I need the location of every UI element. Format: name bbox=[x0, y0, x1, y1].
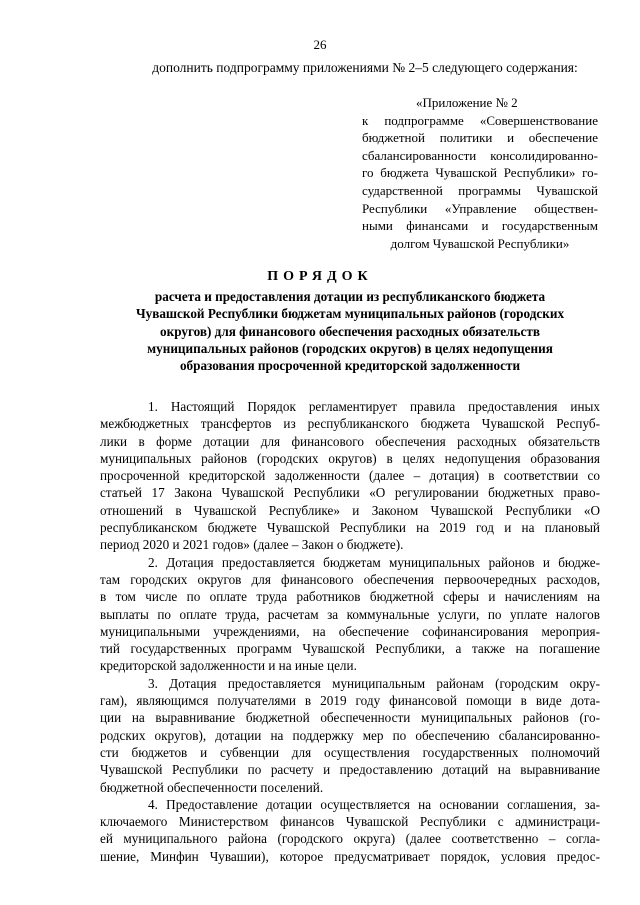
paragraph-line: 2. Дотация предоставляется бюджетам муниципальных районов и бюдже- bbox=[148, 554, 600, 570]
annex-line: сударственной программы Чувашской bbox=[362, 182, 598, 198]
intro-text: дополнить подпрограмму приложениями № 2–5 следующего содержания: bbox=[152, 60, 578, 75]
paragraph-line: муниципальными учреждениями, на обеспечение софинансирования мероприя- bbox=[100, 623, 600, 639]
paragraph-line: 4. Предоставление дотации осуществляется на основании соглашения, за- bbox=[148, 796, 600, 812]
page-number: 26 bbox=[313, 37, 327, 52]
paragraph-line: отношений в Чувашской Республике» и Законом Чувашской Республики «О bbox=[100, 502, 600, 518]
paragraph-line: гам), являющимся получателями в 2019 году финансовой помощи в виде дота- bbox=[100, 693, 600, 709]
annex-line: долгом Чувашской Республики» bbox=[390, 235, 570, 251]
paragraph-line: лики в форме дотации для финансового обеспечения расходных обязательств bbox=[100, 433, 600, 449]
document-body bbox=[100, 398, 600, 865]
paragraph-line: период 2020 и 2021 годов» (далее – Закон о бюджете). bbox=[100, 537, 404, 553]
paragraph-line: ключаемого Министерством финансов Чувашской Республики с администраци- bbox=[100, 814, 600, 830]
subtitle-line: Чувашской Республики бюджетам муниципальных районов (городских bbox=[135, 306, 565, 322]
subtitle-line: округов) для финансового обеспечения расходных обязательств bbox=[160, 323, 540, 339]
paragraph-line: просроченной кредиторской задолженности (далее – дотация) в соответствии со bbox=[100, 468, 600, 484]
paragraph-line: бюджетной обеспеченности поселений. bbox=[100, 779, 324, 795]
paragraph-line: выплаты по оплате труда, расчетам за коммунальные услуги, по уплате налогов bbox=[100, 606, 600, 622]
paragraph-line: там городских округов для финансового обеспечения первоочередных расходов, bbox=[100, 571, 600, 587]
paragraph-line: родских округов), дотации на поддержку мер по обеспечению сбалансированно- bbox=[100, 727, 600, 743]
annex-line: сбалансированности консолидированно- bbox=[362, 147, 598, 163]
annex-line: бюджетной политики и обеспечение bbox=[362, 130, 598, 146]
paragraph-3 bbox=[100, 675, 600, 796]
paragraph-line: статьей 17 Закона Чувашской Республики «О регулировании бюджетных право- bbox=[100, 485, 600, 501]
document-subtitle bbox=[100, 288, 600, 374]
subtitle-line: образования просроченной кредиторской задолженности bbox=[179, 358, 521, 374]
document-title: ПОРЯДОК bbox=[267, 269, 373, 284]
paragraph-line: кредиторской задолженности и на иные цели. bbox=[100, 658, 357, 674]
paragraph-line: шение, Минфин Чувашии), которое предусматривает порядок, условия предос- bbox=[100, 848, 600, 864]
annex-line: ными финансами и государственным bbox=[362, 218, 598, 234]
annex-line: к подпрограмме «Совершенствование bbox=[362, 112, 598, 128]
annex-line: «Приложение № 2 bbox=[416, 95, 518, 110]
subtitle-line: муниципальных районов (городских округов) в целях недопущения bbox=[147, 340, 553, 356]
paragraph-4 bbox=[100, 796, 600, 865]
paragraph-line: тий государственных программ Чувашской Республики, а также на погашение bbox=[100, 641, 600, 657]
paragraph-line: ей муниципального района (городского округа) (далее соответственно – согла- bbox=[100, 831, 600, 847]
paragraph-2 bbox=[100, 554, 600, 675]
paragraph-line: республиканском бюджете Чувашской Республики на 2019 год и на плановый bbox=[100, 520, 600, 536]
paragraph-line: в том числе по оплате труда работников бюджетной сферы и начислениям на bbox=[100, 589, 600, 605]
subtitle-line: расчета и предоставления дотации из республиканского бюджета bbox=[154, 289, 546, 304]
annex-line: го бюджета Чувашской Республики» го- bbox=[362, 165, 598, 181]
annex-header bbox=[362, 94, 598, 252]
paragraph-line: 3. Дотация предоставляется муниципальным районам (городским окру- bbox=[148, 675, 600, 691]
paragraph-line: межбюджетных трансфертов из республиканского бюджета Чувашской Респуб- bbox=[100, 416, 600, 432]
paragraph-line: сти бюджетов и субвенции для осуществления государственных полномочий bbox=[100, 744, 600, 760]
paragraph-line: муниципальных районов (городских округов) в целях недопущения образования bbox=[100, 450, 600, 466]
paragraph-line: ции на выравнивание бюджетной обеспеченности муниципальных районов (го- bbox=[100, 710, 600, 726]
paragraph-1 bbox=[100, 398, 600, 554]
paragraph-line: Чувашской Республики по расчету и предоставлению дотаций на выравнивание bbox=[100, 762, 600, 778]
paragraph-line: 1. Настоящий Порядок регламентирует правила предоставления иных bbox=[148, 399, 600, 414]
annex-line: Республики «Управление обществен- bbox=[362, 200, 598, 216]
